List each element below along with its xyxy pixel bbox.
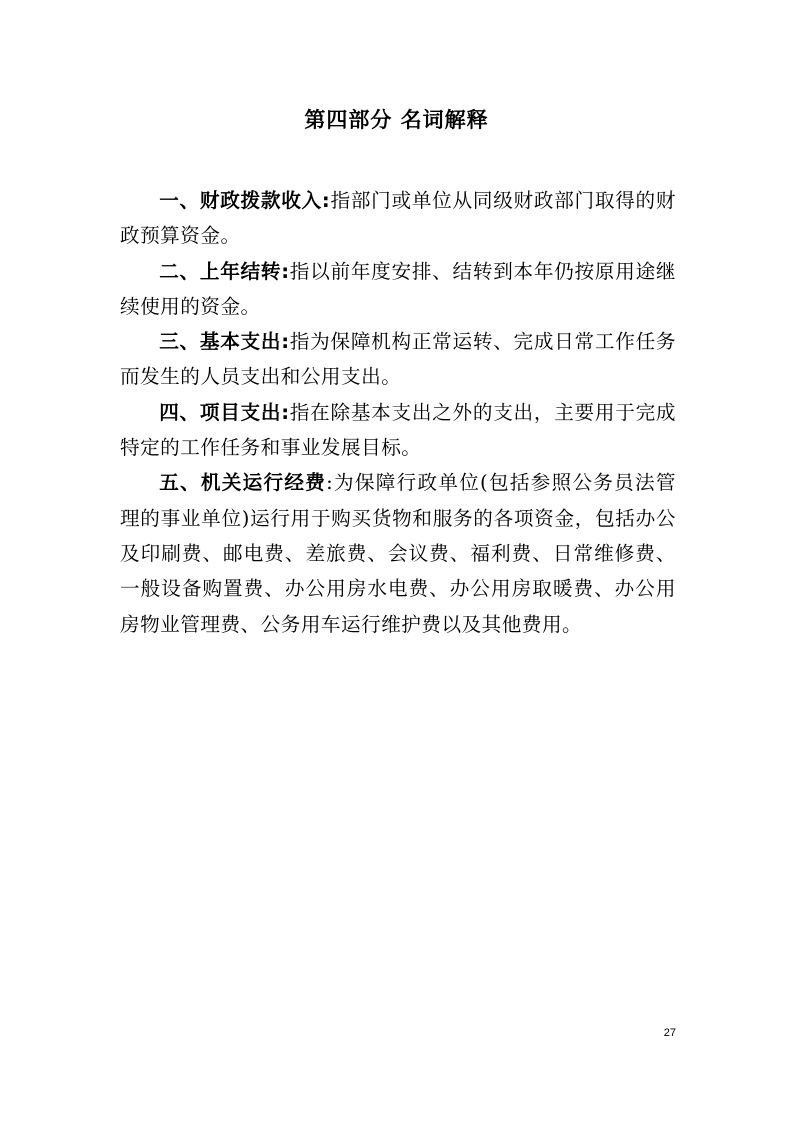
definition-text: :为保障行政单位(包括参照公务员法管理的事业单位)运行用于购买货物和服务的各项资金，包括办公及印刷费、邮电费、差旅费、会议费、福利费、日常维修费、一般设备购置费、办公用房水电费、办公用房取暖费、办公用房物业管理费、公务用车运行维护费以及其他费用。: [120, 471, 677, 636]
definition-text: 指为保障机构正常运转、完成日常工作任务而发生的人员支出和公用支出。: [120, 330, 676, 389]
definition-fiscal-appropriation-income: [120, 183, 676, 254]
definition-term: 二、上年结转:: [159, 259, 290, 283]
definition-agency-operating-expenses: [120, 465, 676, 641]
definitions-section: [120, 183, 676, 642]
definition-project-expenditure: [120, 395, 676, 466]
definition-basic-expenditure: [120, 324, 676, 395]
definition-text: 指部门或单位从同级财政部门取得的财政预算资金。: [120, 189, 676, 248]
definition-term: 五、机关运行经费: [159, 471, 327, 495]
definition-text: 指在除基本支出之外的支出，主要用于完成特定的工作任务和事业发展目标。: [120, 400, 676, 460]
page-number: 27: [663, 1027, 676, 1039]
definition-term: 三、基本支出:: [159, 330, 290, 354]
definition-term: 一、财政拨款收入:: [159, 189, 331, 212]
page-title: 第四部分 名词解释: [304, 108, 489, 132]
definition-prior-year-carryover: [120, 254, 676, 325]
definition-term: 四、项目支出:: [159, 400, 290, 424]
definition-text: 指以前年度安排、结转到本年仍按原用途继续使用的资金。: [120, 259, 676, 318]
